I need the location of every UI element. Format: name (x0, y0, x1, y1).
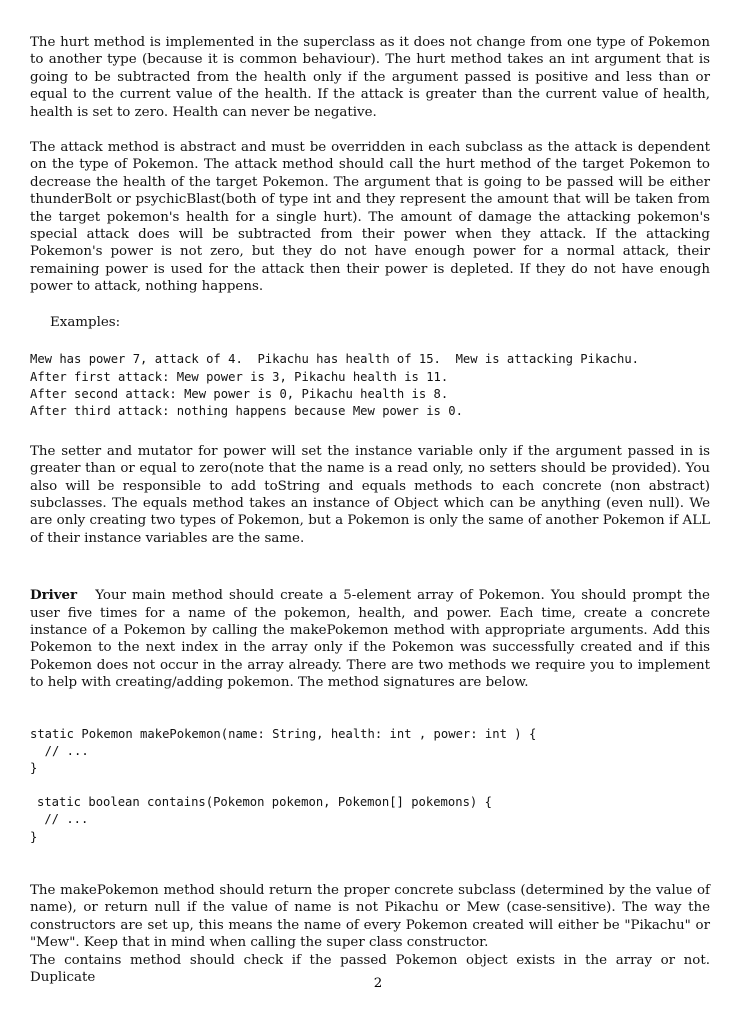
code-line: } (30, 761, 38, 776)
hurt-paragraph: The hurt method is implemented in the superclass as it does not change from one type of Pokemon to another type (because it is common behaviour). The hurt method takes an int argument that is going to be subtracted from the health only if the argument passed is positive and less than or equal to the current value of the health. If the attack is greater than the current value of health, health is set to zero. Health can never be negative. (30, 35, 710, 120)
examples-code-block (30, 351, 710, 421)
contains-paragraph: The contains method should check if the passed Pokemon object exists in the array or not. Duplicate (30, 952, 710, 986)
code-line: static Pokemon makePokemon(name: String, health: int , power: int ) { (30, 726, 537, 741)
setter-paragraph: The setter and mutator for power will set the instance variable only if the argument passed in is greater than or equal to zero(note that the name is a read only, no setters should be provided). You also will be responsible to add toString and equals methods to each concrete (non abstract) subclasses. The equals method takes an instance of Object which can be anything (even null). We are only creating two types of Pokemon, but a Pokemon is only the same of another Pokemon if ALL of their instance variables are the same. (30, 443, 710, 546)
driver-paragraph (30, 587, 710, 691)
code-line: // ... (37, 812, 89, 827)
examples-label: Examples: (50, 314, 121, 330)
driver-heading: Driver (30, 587, 78, 604)
contains-code-block (30, 794, 710, 846)
code-line: After third attack: nothing happens because Mew power is 0. (30, 404, 463, 419)
code-line: } (30, 829, 38, 844)
makepokemon-paragraph: The makePokemon method should return the proper concrete subclass (determined by the value of name), or return null if the value of name is not Pikachu or Mew (case-sensitive). The way the constructors are set up, this means the name of every Pokemon created will either be "Pikachu" or "Mew". Keep that in mind when calling the super class constructor. (30, 883, 710, 951)
makepokemon-code-block (30, 726, 710, 778)
code-line: After second attack: Mew power is 0, Pikachu health is 8. (30, 386, 449, 401)
code-line: After first attack: Mew power is 3, Pikachu health is 11. (30, 369, 449, 384)
code-line: Mew has power 7, attack of 4. Pikachu has health of 15. Mew is attacking Pikachu. (30, 352, 640, 367)
page-number: 2 (373, 976, 383, 991)
driver-body: Your main method should create a 5-element array of Pokemon. You should prompt the user five times for a name of the pokemon, health, and power. Each time, create a concrete instance of a Pokemon by calling the makePokemon method with appropriate arguments. Add this Pokemon to the next index in the array only if the Pokemon was successfully created and if this Pokemon does not occur in the array already. There are two methods we require you to implement to help with creating/adding pokemon. The method signatures are below. (30, 588, 710, 691)
attack-paragraph: The attack method is abstract and must be overridden in each subclass as the attack is dependent on the type of Pokemon. The attack method should call the hurt method of the target Pokemon to decrease the health of the target Pokemon. The argument that is going to be passed will be either thunderBolt or psychicBlast(both of type int and they represent the amount that will be taken from the target pokemon's health for a single hurt). The amount of damage the attacking pokemon's special attack does will be subtracted from their power when they attack. If the attacking Pokemon's power is not zero, but they do not have enough power for a normal attack, their remaining power is used for the attack then their power is depleted. If they do not have enough power to attack, nothing happens. (30, 140, 710, 295)
document-page (30, 34, 710, 986)
code-line: static boolean contains(Pokemon pokemon, Pokemon[] pokemons) { (37, 794, 492, 809)
code-line: // ... (30, 744, 89, 758)
